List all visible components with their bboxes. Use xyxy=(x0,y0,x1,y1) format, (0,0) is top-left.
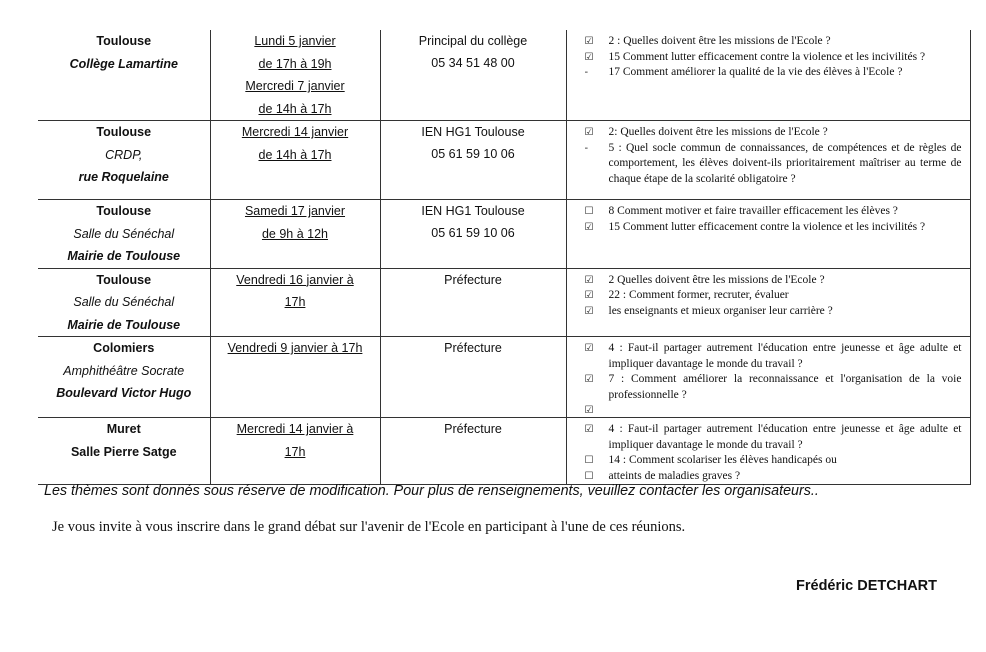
checkbox-icon: ☑ xyxy=(584,424,594,435)
meeting-organizer-cell xyxy=(380,121,566,200)
place-line: Salle du Sénéchal xyxy=(73,226,175,241)
place-line: Toulouse xyxy=(96,204,152,218)
place-line: Mairie de Toulouse xyxy=(67,317,181,332)
date-line: de 17h à 19h xyxy=(258,56,332,71)
meeting-place-cell xyxy=(38,268,210,337)
place-line: Toulouse xyxy=(96,34,152,48)
topics-list xyxy=(567,30,970,81)
organizer-line: 05 61 59 10 06 xyxy=(431,226,515,240)
date-line: 17h xyxy=(284,295,306,309)
meeting-place-cell xyxy=(38,418,210,485)
date-line: 17h xyxy=(284,444,306,459)
organizer-line: IEN HG1 Toulouse xyxy=(421,204,525,218)
organizer-line: Principal du collège xyxy=(418,34,528,48)
meeting-date-cell xyxy=(210,418,380,485)
topic-item xyxy=(584,372,962,403)
topic-item xyxy=(584,453,962,469)
date-line: Mercredi 14 janvier à xyxy=(236,422,354,436)
checkbox-icon: ☑ xyxy=(584,405,594,416)
date-line: Lundi 5 janvier xyxy=(254,34,336,48)
disclaimer-note: Les thèmes sont donnés sous réserve de modification. Pour plus de renseignements, veuillez contacter les organisateurs.. xyxy=(44,483,819,499)
topic-text: 22 : Comment former, recruter, évaluer xyxy=(608,289,789,301)
meeting-organizer-cell xyxy=(380,268,566,337)
checkbox-icon: ☑ xyxy=(584,36,594,47)
date-line: Mercredi 7 janvier xyxy=(245,79,345,93)
organizer-line: 05 61 59 10 06 xyxy=(431,147,515,161)
topics-list xyxy=(567,121,970,187)
place-line: Amphithéâtre Socrate xyxy=(63,363,185,378)
topic-text: 2 : Quelles doivent être les missions de l'Ecole ? xyxy=(608,35,831,47)
topic-text: 2: Quelles doivent être les missions de l'Ecole ? xyxy=(608,126,828,138)
meeting-place-cell xyxy=(38,200,210,269)
topic-text: 14 : Comment scolariser les élèves handicapés ou xyxy=(608,454,837,466)
topics-list xyxy=(567,200,970,235)
topic-text: les enseignants et mieux organiser leur carrière ? xyxy=(608,304,833,317)
meeting-row xyxy=(38,337,970,418)
topics-list xyxy=(567,269,970,320)
invitation-text: Je vous invite à vous inscrire dans le grand débat sur l'avenir de l'Ecole en participant à l'une de ces réunions. xyxy=(52,519,686,535)
topic-text: atteints de maladies graves ? xyxy=(608,469,741,482)
topic-item xyxy=(584,125,962,141)
place-line: CRDP, xyxy=(105,147,143,162)
topic-item xyxy=(584,273,962,289)
topic-item xyxy=(584,50,962,66)
topic-item xyxy=(584,34,962,50)
checkbox-icon: ☐ xyxy=(584,206,594,217)
meeting-place-cell xyxy=(38,121,210,200)
topics-list xyxy=(567,418,970,484)
meetings-table-body xyxy=(38,30,970,485)
topic-item xyxy=(584,341,962,372)
organizer-line: Préfecture xyxy=(444,272,502,287)
meeting-row xyxy=(38,121,970,200)
topic-item xyxy=(584,141,962,188)
dash-bullet: - xyxy=(584,67,589,78)
checkbox-icon: ☑ xyxy=(584,343,594,354)
topic-text: 15 Comment lutter efficacement contre la violence et les incivilités ? xyxy=(608,50,926,63)
checkbox-icon: ☑ xyxy=(584,127,594,138)
date-line: Vendredi 9 janvier à 17h xyxy=(227,341,363,355)
meeting-organizer-cell xyxy=(380,418,566,485)
meeting-date-cell xyxy=(210,337,380,418)
organizer-line: Préfecture xyxy=(444,341,502,355)
topic-item xyxy=(584,422,962,453)
topic-text: 5 : Quel socle commun de connaissances, de compétences et de règles de comportement, les élèves doivent-ils prioritairement maîtriser au terme de chaque étape de la scolarité obligatoire ? xyxy=(608,141,962,185)
topic-text: 2 Quelles doivent être les missions de l'Ecole ? xyxy=(608,273,825,286)
place-line: Salle du Sénéchal xyxy=(73,295,175,309)
checkbox-icon: ☑ xyxy=(584,274,594,286)
meeting-topics-cell xyxy=(566,268,970,337)
topic-item xyxy=(584,288,962,304)
topic-text: 17 Comment améliorer la qualité de la vie des élèves à l'Ecole ? xyxy=(608,66,903,78)
place-line: Toulouse xyxy=(96,272,152,287)
meeting-row xyxy=(38,30,970,121)
date-line: Samedi 17 janvier xyxy=(244,204,346,218)
organizer-line: Préfecture xyxy=(444,422,502,436)
place-line: Mairie de Toulouse xyxy=(67,249,181,263)
meeting-organizer-cell xyxy=(380,200,566,269)
topic-text: 4 : Faut-il partager autrement l'éducation entre jeunesse et âge adulte et impliquer davantage le monde du travail ? xyxy=(608,423,962,451)
checkbox-icon: ☑ xyxy=(584,305,594,317)
place-line: Toulouse xyxy=(96,125,152,139)
place-line: Muret xyxy=(106,422,141,436)
topic-item xyxy=(584,65,962,81)
place-line: rue Roquelaine xyxy=(78,170,169,184)
checkbox-icon: ☑ xyxy=(584,51,594,63)
meeting-date-cell xyxy=(210,121,380,200)
checkbox-icon: ☐ xyxy=(584,455,594,466)
checkbox-icon: ☑ xyxy=(584,290,594,301)
date-line: Mercredi 14 janvier xyxy=(241,125,349,139)
topic-item xyxy=(584,204,962,220)
meeting-place-cell xyxy=(38,337,210,418)
meeting-row xyxy=(38,418,970,485)
topic-text: 7 : Comment améliorer la reconnaissance et l'organisation de la voie professionnelle ? xyxy=(608,373,962,401)
topic-item xyxy=(584,469,962,485)
place-line: Salle Pierre Satge xyxy=(70,444,177,459)
organizer-line: 05 34 51 48 00 xyxy=(431,56,515,70)
meeting-date-cell xyxy=(210,30,380,121)
topic-text: 8 Comment motiver et faire travailler efficacement les élèves ? xyxy=(608,205,898,217)
topic-item xyxy=(584,220,962,236)
date-line: Vendredi 16 janvier à xyxy=(236,272,354,287)
date-line: de 9h à 12h xyxy=(261,226,329,241)
meeting-date-cell xyxy=(210,268,380,337)
meeting-row xyxy=(38,268,970,337)
meeting-place-cell xyxy=(38,30,210,121)
signature-name: Frédéric DETCHART xyxy=(796,578,937,594)
meeting-date-cell xyxy=(210,200,380,269)
organizer-line: IEN HG1 Toulouse xyxy=(421,125,525,139)
meeting-organizer-cell xyxy=(380,337,566,418)
topic-text: 4 : Faut-il partager autrement l'éducation entre jeunesse et âge adulte et impliquer davantage le monde du travail ? xyxy=(608,342,962,370)
checkbox-icon: ☑ xyxy=(584,221,594,233)
meeting-row xyxy=(38,200,970,269)
meetings-table xyxy=(38,30,971,485)
checkbox-icon: ☑ xyxy=(584,374,594,385)
topic-text: 15 Comment lutter efficacement contre la violence et les incivilités ? xyxy=(608,220,926,233)
topics-list xyxy=(567,337,970,417)
meeting-topics-cell xyxy=(566,121,970,200)
meeting-topics-cell xyxy=(566,337,970,418)
date-line: de 14h à 17h xyxy=(258,101,332,116)
checkbox-icon: ☐ xyxy=(584,470,594,482)
place-line: Colomiers xyxy=(93,341,155,355)
date-line: de 14h à 17h xyxy=(258,147,332,162)
meeting-topics-cell xyxy=(566,30,970,121)
topic-item xyxy=(584,403,962,417)
meeting-topics-cell xyxy=(566,200,970,269)
place-line: Boulevard Victor Hugo xyxy=(56,386,192,400)
place-line: Collège Lamartine xyxy=(69,56,178,71)
meeting-topics-cell xyxy=(566,418,970,485)
dash-bullet: - xyxy=(584,142,589,154)
topic-item xyxy=(584,304,962,320)
meeting-organizer-cell xyxy=(380,30,566,121)
